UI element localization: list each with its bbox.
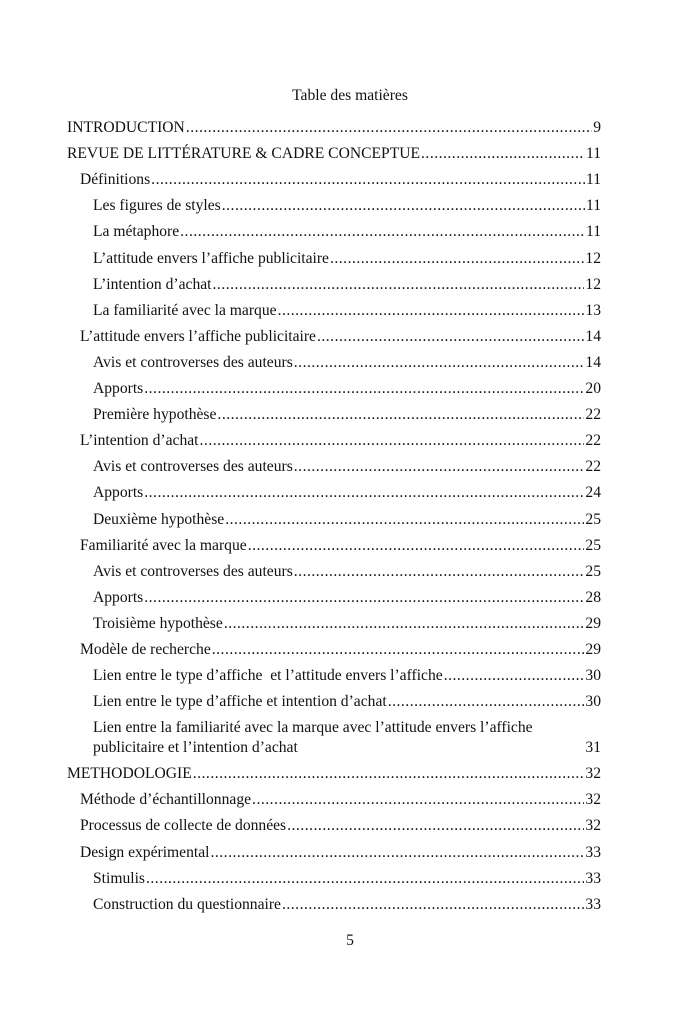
toc-entry[interactable] <box>67 295 601 321</box>
leader-dots <box>224 614 585 634</box>
toc-entry[interactable] <box>67 712 601 758</box>
toc-entry-label: Processus de collecte de données <box>80 817 287 835</box>
toc-entry-label: Apports <box>93 380 144 398</box>
toc-entry-page: 29 <box>585 640 601 658</box>
toc-entry-label: Apports <box>93 588 144 606</box>
leader-dots <box>252 790 584 810</box>
toc-entry[interactable] <box>67 810 601 836</box>
leader-dots <box>388 692 585 712</box>
leader-dots <box>217 405 584 425</box>
toc-entry-page: 22 <box>585 406 601 424</box>
toc-entry-page: 25 <box>585 536 601 554</box>
toc-entry-label: Première hypothèse <box>93 406 217 424</box>
toc-entry-label: Avis et controverses des auteurs <box>93 562 293 580</box>
leader-dots <box>294 457 585 477</box>
toc-entry[interactable] <box>67 138 601 164</box>
toc-entry-page: 9 <box>593 119 601 137</box>
toc-entry-page: 33 <box>585 869 601 887</box>
toc-entry-page: 22 <box>585 458 601 476</box>
toc-entry-page: 28 <box>585 588 601 606</box>
toc-entry[interactable] <box>67 347 601 373</box>
toc-entry-label: Modèle de recherche <box>80 640 211 658</box>
toc-entry[interactable] <box>67 863 601 889</box>
leader-dots <box>144 588 584 608</box>
toc-entry[interactable] <box>67 608 601 634</box>
toc-entry[interactable] <box>67 634 601 660</box>
toc-entry-label: Méthode d’échantillonnage <box>80 791 252 809</box>
leader-dots <box>222 196 585 216</box>
leader-dots <box>287 816 584 836</box>
toc-entry[interactable] <box>67 503 601 529</box>
toc-entry[interactable] <box>67 660 601 686</box>
toc-entry-page: 32 <box>585 791 601 809</box>
toc-entry-label: L’attitude envers l’affiche publicitaire <box>80 327 316 345</box>
leader-dots <box>144 483 584 503</box>
toc-entry-label: Construction du questionnaire <box>93 895 281 913</box>
toc-entry-page: 32 <box>585 765 601 783</box>
leader-dots <box>151 170 585 190</box>
toc-entry[interactable] <box>67 758 601 784</box>
leader-dots <box>294 562 585 582</box>
leader-dots <box>444 666 585 686</box>
toc-entry-page: 11 <box>585 145 601 163</box>
toc-entry-label: Stimulis <box>93 869 145 887</box>
toc-entry-page: 24 <box>585 484 601 502</box>
toc-entry-label: L’attitude envers l’affiche publicitaire <box>93 249 329 267</box>
toc-entry-page: 29 <box>585 614 601 632</box>
table-of-contents <box>67 112 601 915</box>
toc-entry[interactable] <box>67 373 601 399</box>
leader-dots <box>210 843 584 863</box>
toc-entry-page: 25 <box>585 562 601 580</box>
leader-dots <box>213 275 585 295</box>
leader-dots <box>278 301 585 321</box>
toc-entry[interactable] <box>67 686 601 712</box>
toc-entry-label: L’intention d’achat <box>80 432 199 450</box>
toc-entry-page: 31 <box>585 739 601 757</box>
leader-dots <box>212 640 585 660</box>
toc-entry-label: REVUE DE LITTÉRATURE & CADRE CONCEPTUE <box>67 145 421 163</box>
toc-entry[interactable] <box>67 556 601 582</box>
toc-entry-page: 32 <box>585 817 601 835</box>
toc-entry-label: La familiarité avec la marque <box>93 301 277 319</box>
toc-entry[interactable] <box>67 112 601 138</box>
leader-dots <box>225 510 584 530</box>
toc-entry-label: Avis et controverses des auteurs <box>93 458 293 476</box>
leader-dots <box>282 895 584 915</box>
toc-entry-page: 14 <box>585 353 601 371</box>
leader-dots <box>146 869 584 889</box>
toc-entry[interactable] <box>67 477 601 503</box>
toc-entry-label: Design expérimental <box>80 843 210 861</box>
page-number: 5 <box>346 932 354 949</box>
toc-entry-page: 11 <box>585 223 601 241</box>
toc-entry-label: Lien entre le type d’affiche et l’attitude envers l’affiche <box>93 667 443 685</box>
toc-entry-label: Troisième hypothèse <box>93 614 223 632</box>
toc-entry-label: Avis et controverses des auteurs <box>93 353 293 371</box>
toc-entry[interactable] <box>67 269 601 295</box>
toc-entry[interactable] <box>67 164 601 190</box>
toc-entry[interactable] <box>67 889 601 915</box>
toc-entry-label: L’intention d’achat <box>93 275 212 293</box>
toc-entry[interactable] <box>67 190 601 216</box>
toc-entry-page: 30 <box>585 693 601 711</box>
toc-entry-page: 11 <box>585 197 601 215</box>
leader-dots <box>294 353 585 373</box>
leader-dots <box>186 118 592 138</box>
leader-dots <box>144 379 584 399</box>
toc-entry-page: 33 <box>585 895 601 913</box>
toc-entry-label-continued: publicitaire et l’intention d’achat <box>93 739 298 757</box>
toc-entry-label: INTRODUCTION <box>67 119 185 137</box>
toc-entry-label: Lien entre la familiarité avec la marque avec l’attitude envers l’affiche <box>93 719 533 737</box>
toc-entry[interactable] <box>67 836 601 862</box>
toc-entry-page: 20 <box>585 380 601 398</box>
leader-dots <box>330 249 584 269</box>
toc-entry[interactable] <box>67 242 601 268</box>
toc-entry[interactable] <box>67 321 601 347</box>
leader-dots <box>317 327 584 347</box>
toc-entry-label: Lien entre le type d’affiche et intention d’achat <box>93 693 387 711</box>
toc-entry[interactable] <box>67 399 601 425</box>
toc-entry[interactable] <box>67 530 601 556</box>
toc-entry-label: METHODOLOGIE <box>67 765 192 783</box>
toc-entry-label: Familiarité avec la marque <box>80 536 247 554</box>
toc-entry-page: 22 <box>585 432 601 450</box>
toc-entry[interactable] <box>67 582 601 608</box>
leader-dots <box>193 764 585 784</box>
toc-title: Table des matières <box>292 87 408 104</box>
toc-entry-page: 13 <box>585 301 601 319</box>
toc-entry-page: 12 <box>585 275 601 293</box>
toc-entry[interactable] <box>67 451 601 477</box>
toc-entry-page: 12 <box>585 249 601 267</box>
toc-entry-page: 25 <box>585 510 601 528</box>
toc-entry[interactable] <box>67 425 601 451</box>
toc-entry-label: Apports <box>93 484 144 502</box>
toc-entry-label: Deuxième hypothèse <box>93 510 225 528</box>
leader-dots <box>421 144 585 164</box>
toc-entry[interactable] <box>67 784 601 810</box>
leader-dots <box>248 536 585 556</box>
toc-entry-label: Les figures de styles <box>93 197 221 215</box>
toc-entry-page: 11 <box>585 171 601 189</box>
toc-entry[interactable] <box>67 216 601 242</box>
toc-entry-page: 14 <box>585 327 601 345</box>
leader-dots <box>200 431 585 451</box>
toc-entry-label: Définitions <box>80 171 151 189</box>
toc-entry-page: 30 <box>585 667 601 685</box>
leader-dots <box>180 222 585 242</box>
toc-entry-label: La métaphore <box>93 223 180 241</box>
toc-entry-page: 33 <box>585 843 601 861</box>
